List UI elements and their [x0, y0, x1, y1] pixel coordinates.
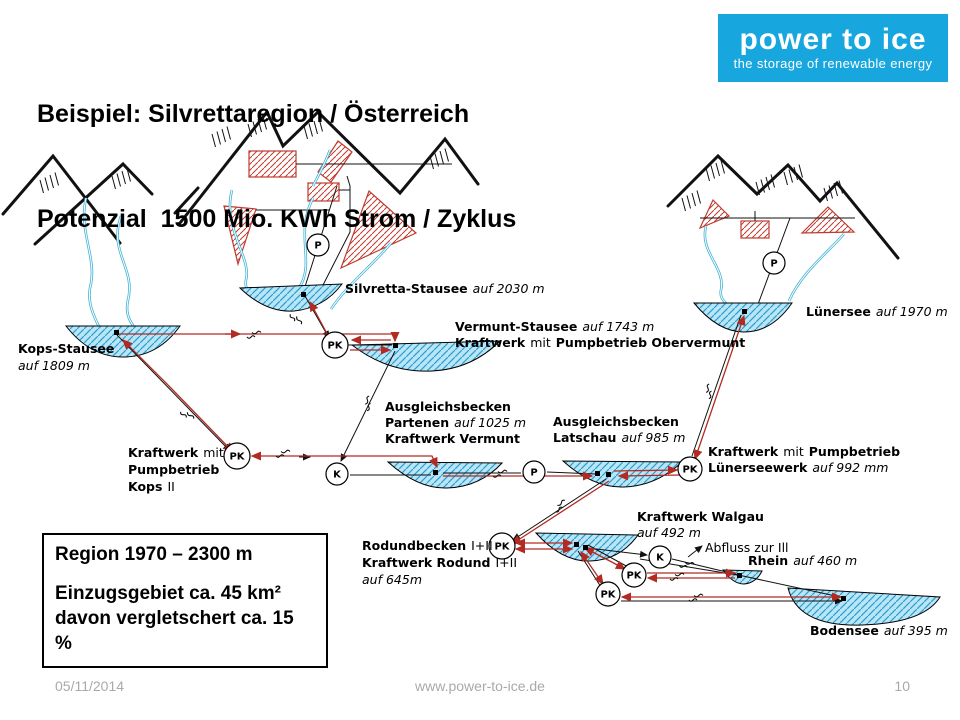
- label-kraftwerk-vermunt: Kraftwerk Vermunt: [385, 431, 520, 446]
- symbol-k-circle: [649, 546, 671, 568]
- svg-text:PK: PK: [682, 464, 698, 476]
- footer-url: www.power-to-ice.de: [415, 678, 545, 694]
- label-latschau-alt: Latschau auf 985 m: [553, 430, 686, 445]
- symbol-pk-circle: [224, 443, 250, 469]
- glaciated-share: davon vergletschert ca. 15 %: [55, 608, 294, 654]
- label-kraftwerk-kops-2: Pumpbetrieb: [128, 462, 220, 477]
- logo-tagline: the storage of renewable energy: [733, 56, 933, 71]
- power-to-ice-logo: [718, 14, 948, 82]
- label-rodundbecken-2: Kraftwerk Rodund I+II: [362, 555, 518, 570]
- label-ausgleichsbecken-latschau: Ausgleichsbecken: [553, 414, 679, 429]
- label-kraftwerk-walgau: Kraftwerk Walgau: [637, 509, 764, 524]
- svg-text:PK: PK: [327, 340, 343, 352]
- label-luenerseewerk-1: Kraftwerk mit Pumpbetrieb: [708, 444, 901, 459]
- footer-date: 05/11/2014: [55, 678, 125, 694]
- label-rhein: Rhein auf 460 m: [748, 553, 858, 568]
- label-kraftwerk-kops-1: Kraftwerk mit: [128, 445, 224, 460]
- logo-brand-text: power to ice: [739, 23, 927, 56]
- symbol-pk-circle: [678, 457, 702, 481]
- label-silvretta-stausee: Silvretta-Stausee auf 2030 m: [345, 281, 545, 296]
- label-vermunt-stausee: Vermunt-Stausee auf 1743 m: [455, 319, 655, 334]
- symbol-p-circle: [523, 461, 545, 483]
- label-luenersee: Lünersee auf 1970 m: [806, 304, 948, 319]
- slide-title-line2: Potenzial 1500 Mio. KWh Strom / Zyklus: [37, 205, 517, 233]
- region-info-box: [42, 533, 328, 668]
- slide-title-line1: Beispiel: Silvrettaregion / Österreich: [37, 100, 470, 128]
- svg-text:PK: PK: [494, 541, 510, 553]
- symbol-p-circle: [763, 252, 785, 274]
- label-kops-stausee-alt: auf 1809 m: [18, 358, 90, 373]
- label-partenen-alt: Partenen auf 1025 m: [385, 415, 527, 430]
- symbol-pk-circle: [622, 563, 646, 587]
- svg-text:PK: PK: [229, 451, 245, 463]
- basin-latschau: [563, 461, 682, 487]
- slide-title: [37, 27, 516, 272]
- lake-bodensee: [788, 588, 940, 625]
- label-kraftwerk-obervermunt: Kraftwerk mit Pumpbetrieb Obervermunt: [455, 335, 746, 350]
- svg-text:PK: PK: [626, 570, 642, 582]
- symbol-pk-circle: [596, 582, 620, 606]
- svg-text:P: P: [530, 467, 538, 479]
- svg-text:K: K: [656, 552, 664, 564]
- catchment-area: Einzugsgebiet ca. 45 km²: [55, 583, 281, 604]
- label-abfluss-zur-ill: Abfluss zur Ill: [705, 540, 789, 555]
- symbol-k-circle: [326, 463, 348, 485]
- region-range: Region 1970 – 2300 m: [55, 544, 253, 565]
- symbol-pk-circle: [322, 332, 348, 358]
- lake-silvretta: [240, 284, 342, 311]
- label-luenerseewerk-2: Lünerseewerk auf 992 mm: [708, 460, 889, 475]
- label-bodensee: Bodensee auf 395 m: [810, 623, 948, 638]
- svg-text:P: P: [770, 258, 778, 270]
- label-rodundbecken-3: auf 645m: [362, 572, 422, 587]
- svg-text:PK: PK: [600, 589, 616, 601]
- label-ausgleichsbecken-partenen: Ausgleichsbecken: [385, 399, 511, 414]
- label-kops-stausee: Kops-Stausee: [18, 341, 115, 356]
- svg-text:K: K: [333, 469, 341, 481]
- svg-text:P: P: [314, 240, 322, 252]
- footer-page-number: 10: [894, 678, 910, 694]
- label-kraftwerk-kops-3: Kops II: [128, 479, 175, 494]
- label-kraftwerk-walgau-alt: auf 492 m: [637, 525, 701, 540]
- label-rodundbecken-1: Rodundbecken I+II: [362, 538, 493, 553]
